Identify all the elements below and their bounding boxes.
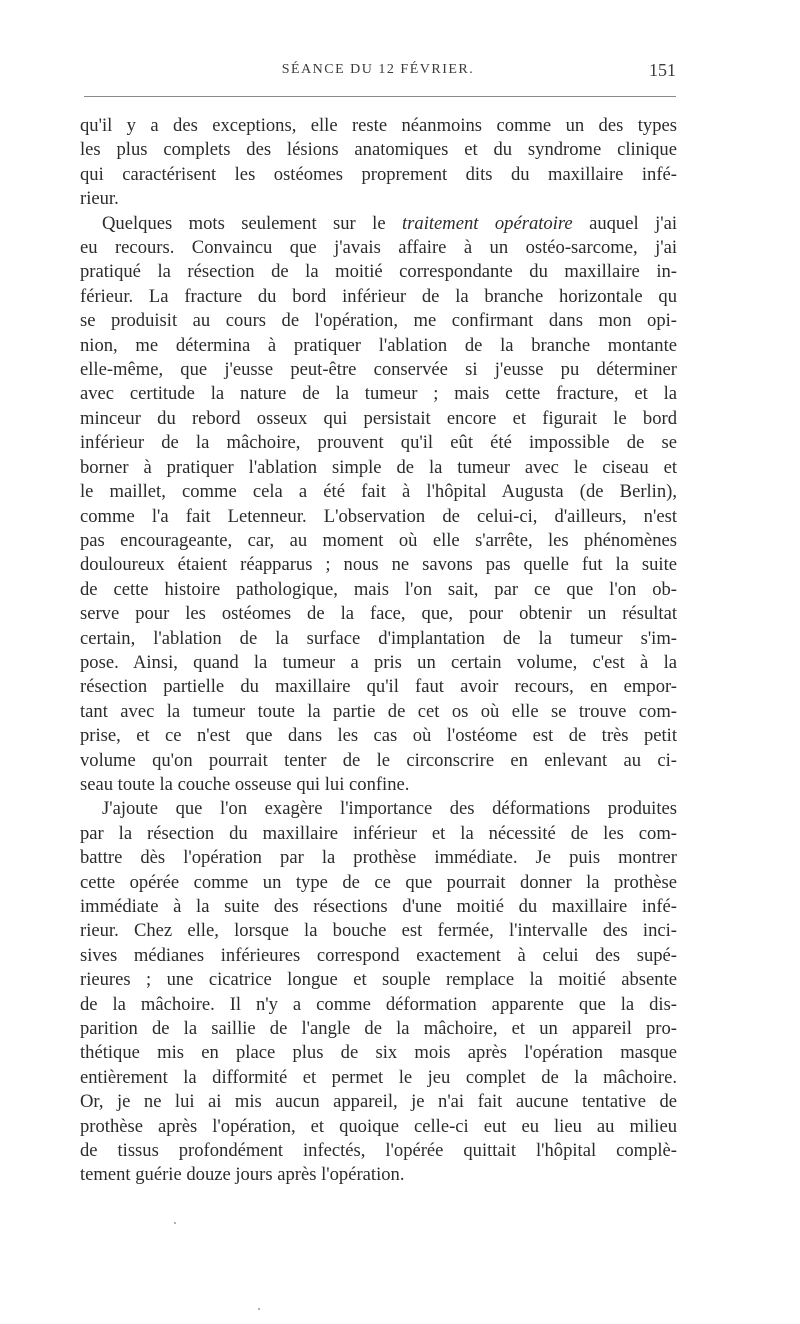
text-line: rieur. [80,188,119,210]
text-line: volume qu'on pourrait tenter de le circonscrire en enlevant au ci- [80,749,677,771]
text-line: résection partielle du maxillaire qu'il faut avoir recours, en empor- [80,676,677,698]
text-line: certain, l'ablation de la surface d'implantation de la tumeur s'im- [80,627,677,649]
text-line: tant avec la tumeur toute la partie de cet os où elle se trouve com- [80,700,677,722]
text-line: battre dès l'opération par la prothèse immédiate. Je puis montrer [80,847,677,869]
text-line: J'ajoute que l'on exagère l'importance des déformations produites [102,798,677,820]
text-line: cette opérée comme un type de ce que pourrait donner la prothèse [80,871,677,893]
text-line: de tissus profondément infectés, l'opérée quittait l'hôpital complè- [80,1140,677,1162]
running-head: SÉANCE DU 12 FÉVRIER. [281,62,475,77]
text-line: pas encourageante, car, au moment où elle s'arrête, les phénomènes [80,529,677,551]
page-header [80,60,676,84]
text-line: douloureux étaient réapparus ; nous ne savons pas quelle fut la suite [80,554,677,576]
text-line: nion, me détermina à pratiquer l'ablation de la branche montante [80,334,677,356]
text-line: pose. Ainsi, quand la tumeur a pris un certain volume, c'est à la [80,651,677,673]
page-number: 151 [649,60,676,80]
text-line: rieur. Chez elle, lorsque la bouche est fermée, l'intervalle des inci- [80,920,677,942]
text-line: seau toute la couche osseuse qui lui confine. [80,773,410,795]
text-line: prothèse après l'opération, et quoique celle-ci eut eu lieu au milieu [80,1115,677,1137]
text-line: de la mâchoire. Il n'y a comme déformation apparente que la dis- [80,993,677,1015]
text-line: le maillet, comme cela a été fait à l'hôpital Augusta (de Berlin), [80,481,677,503]
text-line: inférieur de la mâchoire, prouvent qu'il eût été impossible de se [80,432,677,454]
text-line: tement guérie douze jours après l'opération. [80,1164,405,1186]
text-line: parition de la saillie de l'angle de la mâchoire, et un appareil pro- [80,1018,677,1040]
text-line: rieures ; une cicatrice longue et souple remplace la moitié absente [80,969,677,991]
text-line: thétique mis en place plus de six mois après l'opération masque [80,1042,677,1064]
text-line: immédiate à la suite des résections d'une moitié du maxillaire infé- [80,896,677,917]
italic-term: traitement opératoire [402,212,573,234]
text-line: sives médianes inférieures correspond exactement à celui des supé- [80,944,677,966]
text-line: qui caractérisent les ostéomes proprement dits du maxillaire infé- [80,163,677,185]
text-span: Quelques mots seulement sur le [102,212,403,234]
text-line: entièrement la difformité et permet le jeu complet de la mâchoire. [80,1066,677,1088]
text-line: férieur. La fracture du bord inférieur de la branche horizontale qu [80,285,677,307]
paper-speck [258,1308,260,1310]
paper-speck [174,1222,176,1224]
text-line: Or, je ne lui ai mis aucun appareil, je n'ai fait aucune tentative de [80,1091,677,1113]
text-line: eu recours. Convaincu que j'avais affaire à un ostéo-sarcome, j'ai [80,237,677,259]
text-line: par la résection du maxillaire inférieur et la nécessité de les com- [80,822,677,844]
text-line: elle-même, que j'eusse peut-être conservée si j'eusse pu déterminer [80,359,677,381]
text-line: avec certitude la nature de la tumeur ; mais cette fracture, et la [80,383,677,405]
text-line: les plus complets des lésions anatomiques et du syndrome clinique [80,139,677,161]
text-line: pratiqué la résection de la moitié correspondante du maxillaire in- [80,261,677,283]
text-line: serve pour les ostéomes de la face, que, pour obtenir un résultat [80,603,677,625]
header-rule [84,96,676,97]
text-line: comme l'a fait Letenneur. L'observation de celui-ci, d'ailleurs, n'est [80,505,677,527]
text-line: minceur du rebord osseux qui persistait encore et figurait le bord [80,407,677,429]
text-line: se produisit au cours de l'opération, me confirmant dans mon opi- [80,310,677,332]
body-text [80,114,677,1188]
text-span: auquel j'ai [572,212,678,234]
text-line: qu'il y a des exceptions, elle reste néanmoins comme un des types [80,115,677,136]
text-line [80,212,677,236]
text-line: de cette histoire pathologique, mais l'on sait, par ce que l'on ob- [80,578,677,600]
text-line: prise, et ce n'est que dans les cas où l'ostéome est de très petit [80,725,677,747]
text-line: borner à pratiquer l'ablation simple de la tumeur avec le ciseau et [80,456,677,478]
